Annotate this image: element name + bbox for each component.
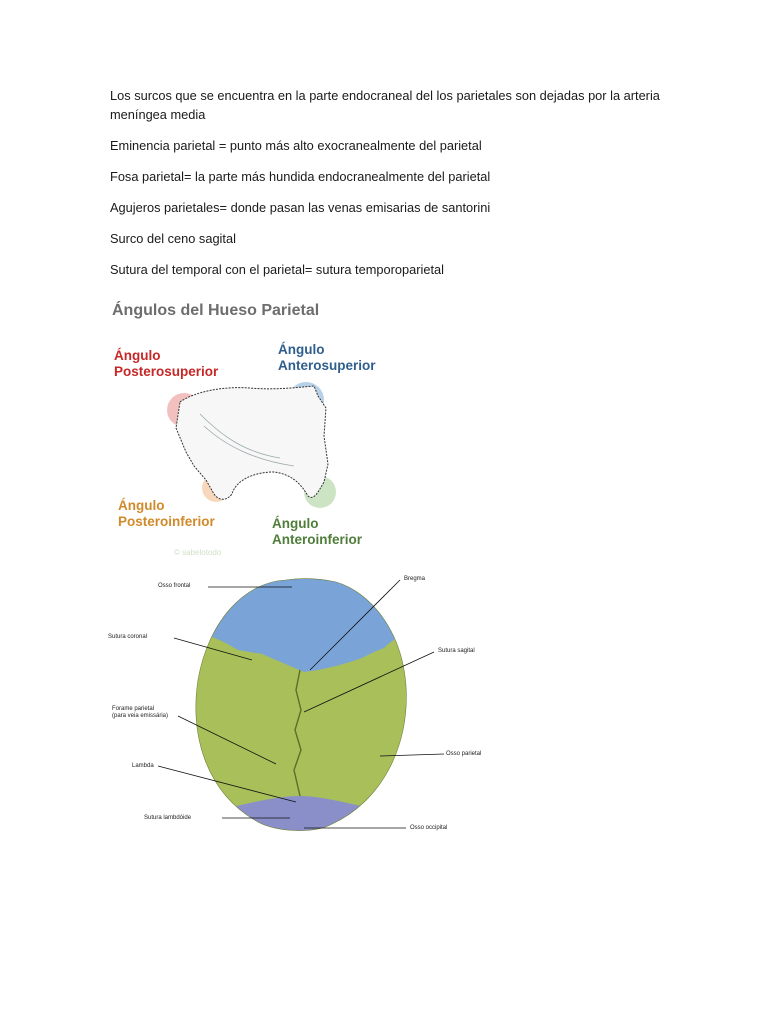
label-anteroinferior: Ángulo Anteroinferior (272, 516, 363, 547)
note-fosa: Fosa parietal= la parte más hundida endocranealmente del parietal (110, 169, 491, 184)
parietal-bone-outline (176, 386, 328, 499)
figure-title: Ángulos del Hueso Parietal (112, 302, 320, 319)
label-bregma: Bregma (404, 576, 426, 582)
label-lambda: Lambda (132, 763, 154, 769)
note-agujeros: Agujeros parietales= donde pasan las venas emisarias de santorini (110, 200, 491, 215)
note-surco-sagital: Surco del ceno sagital (110, 231, 236, 246)
parietal-angles-figure (104, 296, 404, 556)
label-posterosuperior: Ángulo Posterosuperior (114, 348, 219, 379)
label-osso-occipital: Osso occipital (410, 825, 448, 831)
label-anterosuperior: Ángulo Anterosuperior (278, 342, 376, 373)
label-osso-parietal: Osso parietal (446, 751, 482, 757)
note-sutura-temporal: Sutura del temporal con el parietal= sutura temporoparietal (110, 262, 444, 277)
label-sutura-coronal: Sutura coronal (108, 634, 148, 640)
occipital-region (184, 796, 424, 840)
notes-text-block (110, 86, 670, 291)
figure-watermark: © sabelotodo (174, 548, 222, 557)
label-sutura-lambdoide: Sutura lambdóide (144, 815, 192, 821)
label-osso-frontal: Osso frontal (158, 583, 191, 589)
label-forame-parietal: Forame parietal (para veia emissária) (112, 706, 169, 719)
label-posteroinferior: Ángulo Posteroinferior (118, 498, 215, 529)
skull-drawing (104, 570, 504, 840)
note-eminencia: Eminencia parietal = punto más alto exocranealmente del parietal (110, 138, 482, 153)
skull-top-view-figure (104, 570, 504, 840)
label-sutura-sagital: Sutura sagital (438, 648, 475, 654)
note-surcos: Los surcos que se encuentra en la parte endocraneal del los parietales son dejadas por la arteria meníngea media (110, 88, 660, 122)
